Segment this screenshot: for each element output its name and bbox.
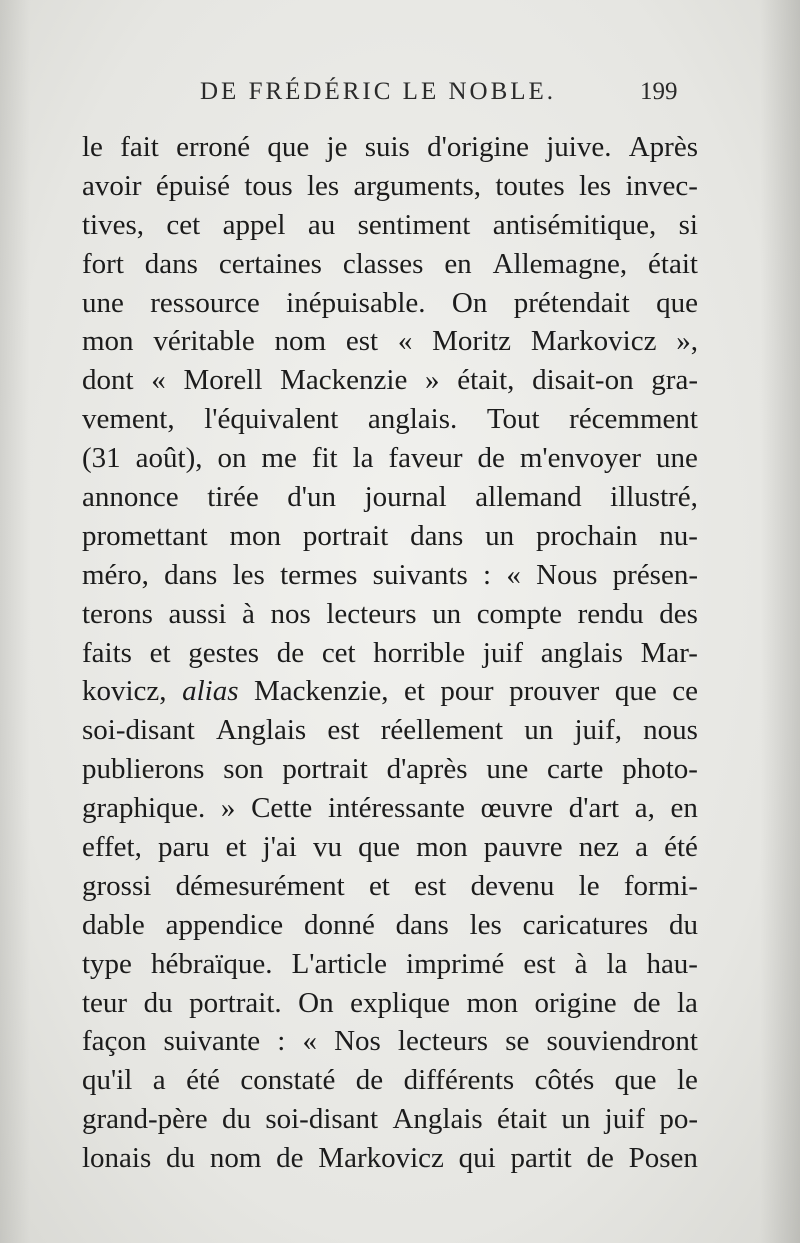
text-line xyxy=(82,867,698,906)
word: la xyxy=(676,986,698,1019)
word: certaines xyxy=(218,247,322,280)
text-line xyxy=(82,361,698,400)
word: Markovicz xyxy=(318,1142,444,1175)
word: sentiment xyxy=(357,208,471,241)
word: teur xyxy=(82,986,128,1019)
word: un xyxy=(561,1103,591,1136)
word: annonce xyxy=(82,481,179,514)
word: juif, xyxy=(574,714,622,747)
word: antisémitique, xyxy=(492,208,657,241)
word: erroné xyxy=(176,131,251,163)
word: Nos xyxy=(334,1025,381,1058)
word: était, xyxy=(457,364,515,397)
word: été xyxy=(186,1064,220,1097)
text-line xyxy=(82,556,698,595)
word: réellement xyxy=(380,714,504,747)
word: de xyxy=(586,1142,614,1175)
word: origine xyxy=(534,986,617,1019)
word: de xyxy=(276,636,305,669)
word: a, xyxy=(634,792,655,825)
text-line xyxy=(82,206,698,245)
word: ce xyxy=(672,675,698,708)
word: mon xyxy=(82,325,134,358)
text-line xyxy=(82,906,698,945)
word: méro, xyxy=(82,558,149,591)
word: d'art xyxy=(568,792,620,825)
word: son xyxy=(223,753,264,786)
word: type xyxy=(82,947,132,980)
text-line xyxy=(82,167,698,206)
word: suivants xyxy=(372,558,468,591)
word: cet xyxy=(166,208,201,241)
word: se xyxy=(505,1025,530,1058)
word: terons xyxy=(82,597,153,630)
word: rendu xyxy=(577,597,644,630)
word: différents xyxy=(403,1064,515,1097)
word: août), xyxy=(135,442,203,475)
word: prétendait xyxy=(513,286,630,319)
word: graphique. xyxy=(82,792,206,825)
word: dans xyxy=(410,519,464,552)
text-line xyxy=(82,750,698,789)
word: tous xyxy=(244,169,293,202)
word: je xyxy=(326,131,348,163)
word: horrible xyxy=(373,636,466,669)
word: nous xyxy=(643,714,698,747)
word: portrait xyxy=(302,519,389,552)
word: nez xyxy=(578,831,619,864)
word: anglais. xyxy=(367,403,458,436)
word: devenu xyxy=(470,869,555,902)
word: que xyxy=(614,1064,657,1097)
word: cet xyxy=(321,636,356,669)
word xyxy=(182,672,238,711)
word: m'envoyer xyxy=(519,442,642,475)
word: soi-disant xyxy=(265,1103,379,1136)
word: lonais xyxy=(82,1142,152,1175)
text-line xyxy=(82,400,698,439)
word: façon xyxy=(82,1025,147,1058)
word: nos xyxy=(270,597,311,630)
word: » xyxy=(220,792,236,825)
word: des xyxy=(659,597,698,630)
word: disait-on xyxy=(532,364,634,397)
word: caricatures xyxy=(522,908,649,941)
word: prouver xyxy=(509,675,600,708)
word: appel xyxy=(222,208,286,241)
word: « xyxy=(151,364,166,397)
word: anglais xyxy=(540,636,623,669)
word: récemment xyxy=(569,403,698,436)
word: d'après xyxy=(386,753,468,786)
word: et xyxy=(149,636,171,669)
word: photo- xyxy=(622,753,698,786)
word: Mackenzie xyxy=(280,364,408,397)
word: Mar- xyxy=(640,636,698,669)
word: Morell xyxy=(183,364,263,397)
word: inépuisable. xyxy=(286,286,426,319)
text-line xyxy=(82,1022,698,1061)
word: fit xyxy=(311,442,338,475)
word: hébraïque. xyxy=(150,947,273,980)
word: pauvre xyxy=(483,831,563,864)
word: ressource xyxy=(150,286,260,319)
word: L'article xyxy=(291,947,387,980)
word: Après xyxy=(628,131,698,163)
word: épuisé xyxy=(155,169,230,202)
page-right-edge-shadow xyxy=(760,0,800,1243)
word: une xyxy=(82,286,124,319)
text-line xyxy=(82,634,698,673)
word: juive. xyxy=(546,131,612,163)
word: dans xyxy=(164,558,218,591)
running-head: DE FRÉDÉRIC LE NOBLE. xyxy=(200,78,557,105)
word: que xyxy=(358,831,400,864)
word: à xyxy=(574,947,588,980)
word: Nous xyxy=(536,558,598,591)
word: po- xyxy=(659,1103,698,1136)
word: Cette xyxy=(251,792,313,825)
word: donné xyxy=(303,908,375,941)
word: formi- xyxy=(623,869,698,902)
word: une xyxy=(656,442,698,475)
word: Moritz xyxy=(432,325,512,358)
word: On xyxy=(298,986,334,1019)
word: nu- xyxy=(659,519,698,552)
word: qui xyxy=(458,1142,496,1175)
word: un xyxy=(485,519,515,552)
word: portrait xyxy=(282,753,368,786)
word: Tout xyxy=(486,403,540,436)
word: que xyxy=(267,131,310,163)
text-line xyxy=(82,672,698,711)
word: pour xyxy=(440,675,494,708)
word: Anglais xyxy=(392,1103,483,1136)
word: gestes xyxy=(188,636,260,669)
word: on xyxy=(217,442,247,475)
word: et xyxy=(225,831,247,864)
word: œuvre xyxy=(480,792,554,825)
word: imprimé xyxy=(406,947,505,980)
word: au xyxy=(307,208,336,241)
word: a xyxy=(152,1064,166,1097)
word: démesurément xyxy=(175,869,345,902)
word: de xyxy=(276,1142,304,1175)
word: » xyxy=(425,364,440,397)
text-line xyxy=(82,128,698,167)
body-text xyxy=(82,128,698,1178)
text-line xyxy=(82,478,698,517)
text-line xyxy=(82,595,698,634)
word: compte xyxy=(476,597,563,630)
text-line xyxy=(82,984,698,1023)
word: soi-disant xyxy=(82,714,195,747)
word: tirée xyxy=(207,481,259,514)
word: fort xyxy=(82,247,124,280)
word: les xyxy=(469,908,502,941)
word: », xyxy=(676,325,698,358)
word: appendice xyxy=(165,908,284,941)
word: le xyxy=(676,1064,698,1097)
word: partit xyxy=(510,1142,572,1175)
word: classes xyxy=(342,247,424,280)
word: portrait. xyxy=(189,986,282,1019)
text-line xyxy=(82,1100,698,1139)
word: allemand xyxy=(475,481,582,514)
word: un xyxy=(524,714,554,747)
word: et xyxy=(403,675,425,708)
word: côtés xyxy=(534,1064,595,1097)
word: gra- xyxy=(651,364,698,397)
text-line xyxy=(82,439,698,478)
word: si xyxy=(678,208,698,241)
word: promettant xyxy=(82,519,208,552)
word: en xyxy=(444,247,472,280)
word: lecteurs xyxy=(397,1025,489,1058)
word: qu'il xyxy=(82,1064,133,1097)
word: juif xyxy=(604,1103,645,1136)
word: nom xyxy=(274,325,327,358)
word: dans xyxy=(395,908,449,941)
text-line xyxy=(82,245,698,284)
word: dont xyxy=(82,364,134,397)
word: vement, xyxy=(82,403,175,436)
word: de xyxy=(633,986,661,1019)
word: à xyxy=(242,597,255,630)
word: dans xyxy=(144,247,198,280)
word: « xyxy=(506,558,521,591)
word: les xyxy=(578,169,612,202)
word: j'ai xyxy=(262,831,297,864)
word: Posen xyxy=(628,1142,698,1175)
word: mon xyxy=(416,831,468,864)
word: toutes xyxy=(495,169,565,202)
word: faits xyxy=(82,636,132,669)
word: journal xyxy=(364,481,447,514)
word: juif xyxy=(482,636,524,669)
word: d'un xyxy=(287,481,336,514)
word: invec- xyxy=(625,169,698,202)
word: du xyxy=(166,1142,196,1175)
word: Markovicz xyxy=(530,325,657,358)
text-line xyxy=(82,828,698,867)
word: grossi xyxy=(82,869,152,902)
word: est xyxy=(414,869,447,902)
word: kovicz, xyxy=(82,675,167,708)
word: : xyxy=(483,558,492,591)
word: illustré, xyxy=(610,481,698,514)
word: le xyxy=(578,869,600,902)
word: prochain xyxy=(535,519,638,552)
word: dable xyxy=(82,908,145,941)
word: aussi xyxy=(168,597,227,630)
word: était xyxy=(497,1103,547,1136)
word: du xyxy=(221,1103,251,1136)
word: grand-père xyxy=(82,1103,208,1136)
page-left-edge-shadow xyxy=(0,0,30,1243)
word: était xyxy=(648,247,698,280)
text-line xyxy=(82,1061,698,1100)
word: arguments, xyxy=(353,169,482,202)
word: me xyxy=(261,442,297,475)
italic-word: alias xyxy=(182,675,239,708)
word: du xyxy=(143,986,173,1019)
word: tives, xyxy=(82,208,145,241)
word: « xyxy=(397,325,413,358)
word: l'équivalent xyxy=(204,403,339,436)
word: fait xyxy=(120,131,159,163)
word: nom xyxy=(209,1142,262,1175)
word: du xyxy=(668,908,698,941)
word: lecteurs xyxy=(326,597,417,630)
word: est xyxy=(523,947,556,980)
word: Allemagne, xyxy=(492,247,628,280)
word: constaté xyxy=(240,1064,336,1097)
word: hau- xyxy=(646,947,698,980)
text-line xyxy=(82,284,698,323)
word: en xyxy=(670,792,698,825)
word: suivante xyxy=(163,1025,261,1058)
word: véritable xyxy=(153,325,255,358)
word: un xyxy=(432,597,462,630)
word: termes xyxy=(280,558,358,591)
word: mon xyxy=(466,986,518,1019)
word: (31 xyxy=(82,442,121,475)
word: est xyxy=(345,325,379,358)
word: d'origine xyxy=(427,131,529,163)
word: une xyxy=(486,753,529,786)
word: Anglais xyxy=(215,714,307,747)
word: suis xyxy=(364,131,410,163)
text-line xyxy=(82,945,698,984)
text-line xyxy=(82,789,698,828)
word: avoir xyxy=(82,169,142,202)
word: paru xyxy=(157,831,210,864)
word: été xyxy=(664,831,698,864)
word: a xyxy=(635,831,648,864)
word: présen- xyxy=(612,558,698,591)
word: de xyxy=(477,442,505,475)
word: publierons xyxy=(82,753,205,786)
word: les xyxy=(232,558,265,591)
word: la xyxy=(606,947,628,980)
word: : xyxy=(277,1025,286,1058)
text-line xyxy=(82,1139,698,1178)
word: vu xyxy=(312,831,342,864)
word: que xyxy=(656,286,698,319)
word: Mackenzie, xyxy=(254,675,389,708)
text-line xyxy=(82,711,698,750)
text-line xyxy=(82,517,698,556)
word: est xyxy=(327,714,360,747)
word: intéressante xyxy=(327,792,465,825)
word: On xyxy=(451,286,488,319)
text-line xyxy=(82,322,698,361)
word: carte xyxy=(547,753,604,786)
word: et xyxy=(368,869,390,902)
word: explique xyxy=(350,986,450,1019)
word: mon xyxy=(229,519,282,552)
word: souviendront xyxy=(546,1025,698,1058)
word: effet, xyxy=(82,831,142,864)
word: les xyxy=(306,169,340,202)
word: de xyxy=(355,1064,384,1097)
page-number: 199 xyxy=(640,78,678,105)
word: faveur xyxy=(388,442,463,475)
word: le xyxy=(82,131,103,163)
word: que xyxy=(614,675,657,708)
word: la xyxy=(352,442,374,475)
word: « xyxy=(302,1025,317,1058)
